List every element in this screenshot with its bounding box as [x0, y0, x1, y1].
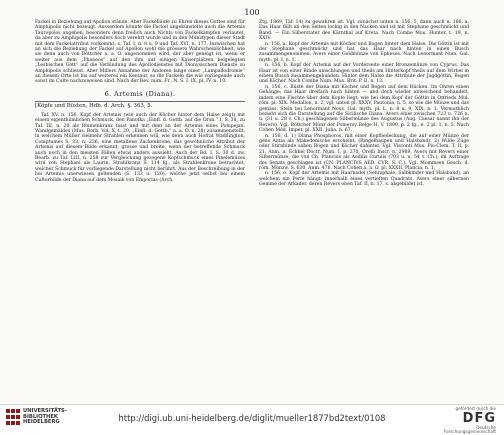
library-name: UNIVERSITÄTS- BIBLIOTHEK HEIDELBERG — [23, 408, 67, 426]
paragraph: n. 156, e. Kopf der Artemis mit Haarnadel (Sehrzphale, Salbkinder und Halsband), an welchem ein Perle hängt; innerhalb eines vertieften Quadrats. Avers einer silbernen Gemme der Arkader, deren Revers oben Taf. II, n. 17, s. abgebildet ist. — [259, 171, 469, 188]
divider — [35, 101, 245, 102]
page-number: 100 — [244, 8, 260, 17]
paragraph: Fackel in Beziehung auf Apollon stände. Aber Fackelläufe zu Ehren dieses Gottes sind für Amphipolis nicht bezeugt. Ausserdem könnte die Fackel ungekünstelte auch die Artemis Tauropolos angehen, besonders denn freilich auch Nichts von Fackelkämpfen verlautet, da aber zu Amphipolis besonders hoch verehrt wurde und in den Münztypen dieser Stadt mit dem Fackelattribut vorkommt, s. Taf. I, n. 8 u. 9 und Taf. XVI, n. 177. Inzwischen hat an sich die Beziehung der Fackel auf Apollon wohl die grössere Wahrscheinlichkeit, wie sie denn auch von Böttcher a. a. O. angenommen wird, der aber geneigt ist, wenn er weiter aus dem „Phaneos“ auf den ihm auf einigen Kaiserplätzen beigelegten „Lesbischen Gott“ auf die Verbindung des Apollodienstes mit Dionysischem Dienste zu Amphipolis schliesst. Aber Millers Annahme der Anderen lange einer „Lampadodromie“ an diesem Orte ist bis auf weiteres ein Kentaur, so die Fackeln die wie vorliegende auch sonst im Culte nachzuweisen sind. Nach der Rev. num. Fr., N. S. I. IX, pl. IV, n. 10. — [35, 20, 245, 85]
viewer-footer — [0, 404, 504, 435]
section-sources: [Köpfe und Büsten, Hdb. d. Arch. §. 363, 5. — [35, 103, 153, 110]
paragraph: n. 156, a. Kopf der Artemis mit Köcher und Bogen hinter dem Halse. Die Göttin ist mit der Stephane geschmückt und hat das Haar nach hinten in einen Busch zusammengenommen. Avers einer Goldmünze von Ephesos. Nach Lenormant Num. Gal. myth. pl. I, n. 1. — [259, 41, 469, 63]
paragraph: n. 156, c. Büste der Diana mit Köcher und Bogen auf dem Rücken. Im Ohren einen Gehänge; das Haar dreifach nach hinten — und doch wieder abweichend behandelt, indem eine Flechte über dem Kopfe liegt, wie bei dem Kopf der Göttin in Otfrieds Mul. röm. pl. XIX. Medallon, n. 2, vgl. unten pl. XXXV, Pautonia, n. 5, so wie die Münze und das gemäss. Stein bei Lenormant Nouv. Gal. myth. pl. L, n. 8 u. 9, XIX, n. 1. Vermuthlich bezieht sich die Darstellung auf die Sicilische Diana. Avers einer zwischen 723 u. 726 n. u. (31 u. 28 v. Ch.) geschlagenen Silbermünze des Augustus (Aug. Caesar nannt ihn der Revers). Vgl. Böttcher Münz der Pomeroy Belge H. V. 1890, p. 2 fg., n. 2 pl. 1, n. 5. Nach Cohen Méd. Imper. pl. XXII. Julia, n. 67. — [259, 84, 469, 134]
left-column — [35, 20, 245, 183]
paragraph: n. 156, d. 1) Diana Phosphoros, mit einer Kopfbedeckung, die auf einer Münze der gens Antia als Makedonische erscheint, (Ringelhaupen und Halsband). 2) Wilde Züge oder Stirnbinde sahen Bogen und Köcher dahinter. Vgl. Visconti Mus. Pio-Clem. T. II, p. 21, Anm. a. Eckhel Doctr. Num. I, p. 270, Orelli Inscr. n. 2989. Avers mit Revers einer Silbermünze, die von Ch. Plancius als Aedilis Curulis (703 u. u. 54 v. Ch.), im Auftrage des Senats geschlagen ist (CN. PLANCIVS AED. CVR. S. C.). Vgl. Mommsen Gesch. d. röm. Münzw. S. 630, Anm. 476. Nach Cohen a. a. O. pl. XXXII, Plancia, n. 1. — [259, 133, 469, 171]
dfg-funding-logo: gefördert durch die DFG Deutsche Forschungsgemeinschaft — [443, 406, 496, 435]
paragraph: n. 156, b. Kopf der Artemis auf der Vorderseite einer Bronzemünze von Cyprus. Das Haar ist von einer Binde umschlungen und theils am Hinterkopf theils auf dem Wirbel in einem Busch zusammengebunden. Hinter dem Halse die Attribute der Jagdgöttin, Bogen und Köcher. Nach Combe Num. Mus. Brit. P. II, n. 13. — [259, 63, 469, 85]
section-heading: 6. Artemis (Diana). — [104, 89, 176, 98]
right-column — [259, 20, 469, 188]
dfg-logo: DFG — [462, 410, 496, 426]
paragraph: Ztg. 1869, Taf. 14) zu gewahren ist. Vgl. zunächst unten n. 156, 5, dann auch n. 166, a. Das Haar fällt an den Seiten lockig in den Nacken und ist mit Stephane geschmückt und Band. — Ein Silberstater des Kärnthal auf Kreta. Nach Combe Mus. Hunter. t. 19, n. XXIV. — [259, 20, 469, 42]
permalink-url[interactable]: http://digi.ub.uni-heidelberg.de/diglit/mueller1877bd2text/0108 — [118, 413, 386, 423]
paragraph: Taf. XV. n. 156. Kopf der Artemis (wie auch der Köcher hinter dem Halse zeigt) mit einem eigenthümlichen Schmuck, den Panofka „Einfl. d. Gottb. auf die Orsn.“ I, S. 38, zu Taf. III, n. 20 als Blumenkranz fasst und mit dem an der Artemis eines Pompejan. Wandgemäldes (Mus. Borb. Vol. X, t. 20, „Einfl. d. Gottb.“ a. a. O. n. 28) zusammenstellt, in welchem Müller vielmehr Strahlen erkennen will, wie denn auch Hofrat Waddington, Comptumes S. 33, n. 236, eine metallene Zackenkrone, das gewöhnliche Attribut der Artemis auf diesem Bilde erkannt, grosse und breite, wenn der betreffende Schmuck auch noch in den meisten Fällen etwas anders aussieht. Auch der Bd. I, S. 30 d. zw. Bearb. zu Taf. LIII. n. 258 zur Vergleichung gezogene Kopfschmuck eines Pinelemüzes wird von Stephani als Laurin, Strahlkranz S. 114 fg., als Strahlenkrone betrachtet, welcher Schmuck für vorliegende Darstellung nicht berührt. Aus der Beschreibung in der bei Artemis unerwiesen geltenden (S. 133 u. 120), welche jetzt selbst bei einem Culturbilde der Diana auf dem Mosaik von Emporias (Arch. — [35, 112, 245, 183]
